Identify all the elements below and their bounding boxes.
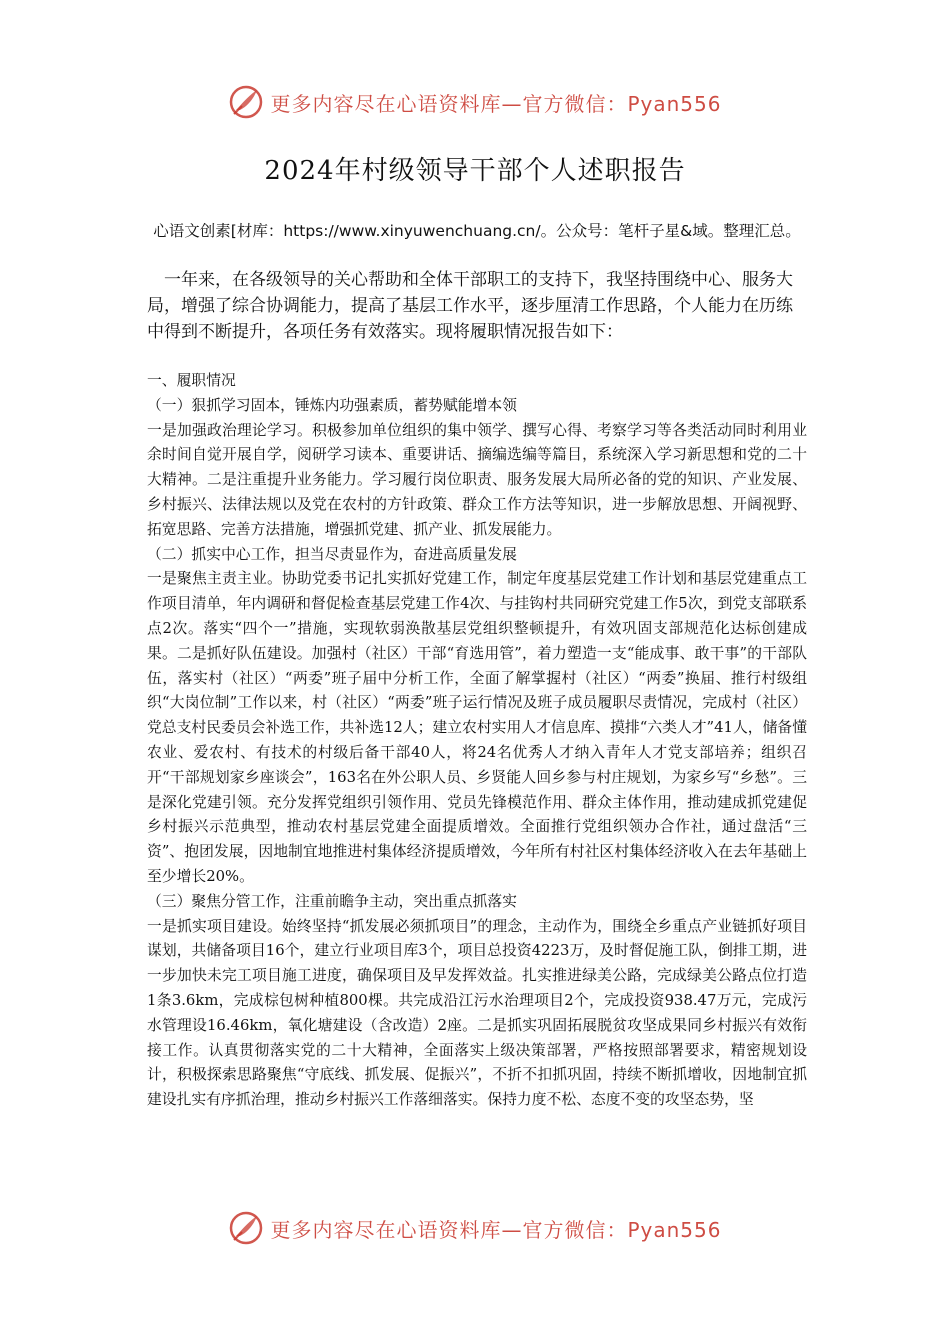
subsection-heading-3: （三）聚焦分管工作，注重前瞻争主动，突出重点抓落实	[147, 892, 517, 910]
subsection-body-1: 一是加强政治理论学习。积极参加单位组织的集中领学、撰写心得、考察学习等各类活动同时利用业余时间自觉开展自学，阅研学习读本、重要讲话、摘编选编等篇目，系统深入学习新思想和党的二十大精神。二是注重提升业务能力。学习履行岗位职责、服务发展大局所必备的党的知识、产业发展、乡村振兴、法律法规以及党在农村的方针政策、群众工作方法等知识，进一步解放思想、开阔视野、拓宽思路、完善方法措施，增强抓党建、抓产业、抓发展能力。	[147, 421, 807, 538]
subsection-heading-1: （一）狠抓学习固本，锤炼内功强素质，蓄势赋能增本领	[147, 396, 517, 414]
footer-banner	[0, 1208, 950, 1248]
feather-pen-logo-icon	[228, 84, 264, 120]
subsection-heading-2: （二）抓实中心工作，担当尽责显作为，奋进高质量发展	[147, 545, 517, 563]
source-line: 心语文创素[材库：https://www.xinyuwenchuang.cn/。公众号：笔杆子星&域。整理汇总。	[153, 222, 801, 240]
subsection-body-2: 一是聚焦主责主业。协助党委书记扎实抓好党建工作，制定年度基层党建工作计划和基层党建重点工作项目清单，年内调研和督促检查基层党建工作4次、与挂钩村共同研究党建工作5次，到党支部联系点2次。落实“四个一”措施，实现软弱涣散基层党组织整顿提升，有效巩固支部规范化达标创建成果。二是抓好队伍建设。加强村（社区）干部“育选用管”，着力塑造一支“能成事、敢干事”的干部队伍，落实村（社区）“两委”班子届中分析工作，全面了解掌握村（社区）“两委”换届、推行村级组织“大岗位制”工作以来，村（社区）“两委”班子运行情况及班子成员履职尽责情况，完成村（社区）党总支村民委员会补选工作，共补选12人；建立农村实用人才信息库、摸排“六类人才”41人，储备懂农业、爱农村、有技术的村级后备干部40人，将24名优秀人才纳入青年人才党支部培养；组织召开“干部规划家乡座谈会”，163名在外公职人员、乡贤能人回乡参与村庄规划，为家乡写“乡愁”。三是深化党建引领。充分发挥党组织引领作用、党员先锋模范作用、群众主体作用，推动建成抓党建促乡村振兴示范典型，推动农村基层党建全面提质增效。全面推行党组织领办合作社，通过盘活“三资”、抱团发展，因地制宜地推进村集体经济提质增效，今年所有村社区村集体经济收入在去年基础上至少增长20%。	[147, 570, 807, 885]
header-banner	[0, 82, 950, 122]
document-title: 2024年村级领导干部个人述职报告	[264, 156, 686, 186]
subsection-body-3: 一是抓实项目建设。始终坚持“抓发展必须抓项目”的理念，主动作为，围绕全乡重点产业链抓好项目谋划，共储备项目16个，建立行业项目库3个，项目总投资4223万，及时督促施工队，倒排工期，进一步加快未完工项目施工进度，确保项目及早发挥效益。扎实推进绿美公路，完成绿美公路点位打造1条3.6km，完成棕包树种植800棵。共完成沿江污水治理项目2个，完成投资938.47万元，完成污水管理设16.46km，氧化塘建设（含改造）2座。二是抓实巩固拓展脱贫攻坚成果同乡村振兴有效衔接工作。认真贯彻落实党的二十大精神，全面落实上级决策部署，严格按照部署要求，精密规划设计，积极探索思路聚焦“守底线、抓发展、促振兴”，不折不扣抓巩固，持续不断抓增收，因地制宜抓建设扎实有序抓治理，推动乡村振兴工作落细落实。保持力度不松、态度不变的攻坚态势，坚	[147, 917, 807, 1109]
section-heading: 一、履职情况	[147, 372, 236, 389]
banner-text: 更多内容尽在心语资料库—官方微信：Pyan556	[270, 91, 722, 116]
feather-pen-logo-icon	[228, 1210, 264, 1246]
banner-text: 更多内容尽在心语资料库—官方微信：Pyan556	[270, 1217, 722, 1242]
intro-paragraph: 一年来，在各级领导的关心帮助和全体干部职工的支持下，我坚持围绕中心、服务大局，增强了综合协调能力，提高了基层工作水平，逐步厘清工作思路，个人能力在历练中得到不断提升，各项任务有效落实。现将履职情况报告如下：	[147, 270, 793, 342]
document-body	[147, 369, 807, 1113]
